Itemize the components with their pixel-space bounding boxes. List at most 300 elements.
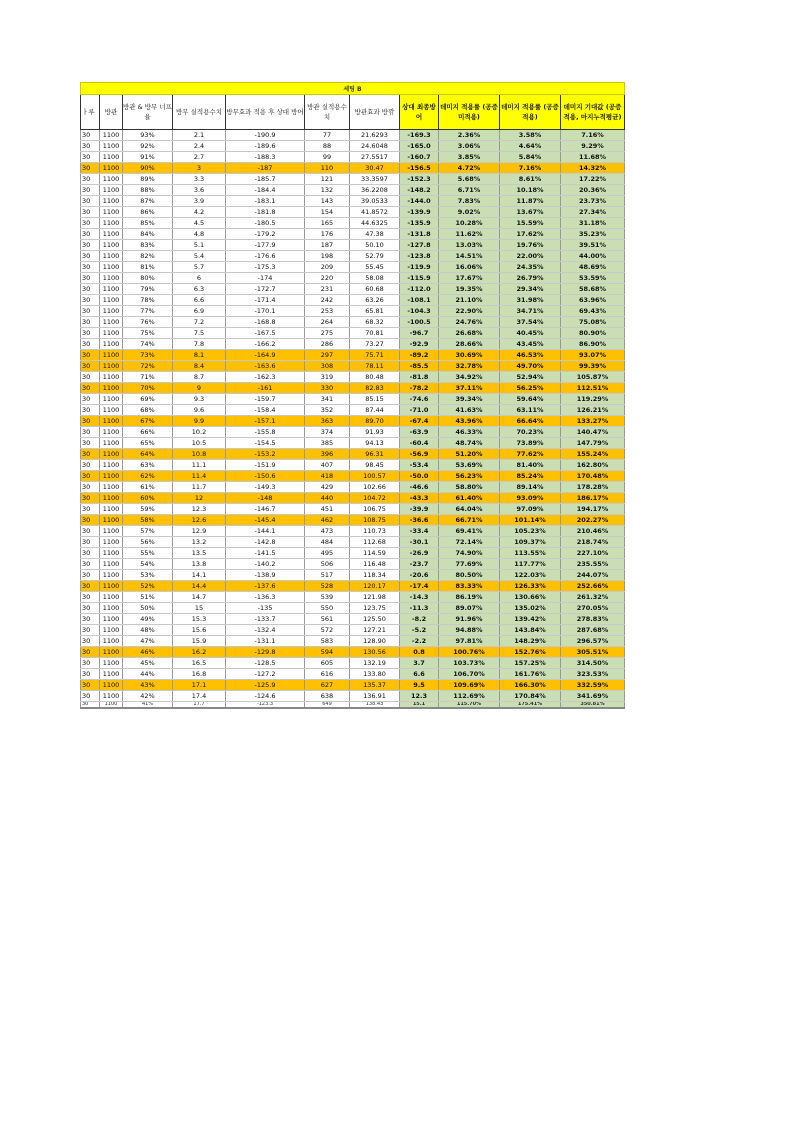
table-cell: 314.50% (561, 658, 625, 669)
table-cell: -129.8 (226, 647, 305, 658)
table-cell: 92% (123, 141, 173, 152)
table-cell: 31.98% (500, 295, 561, 306)
table-cell: 16.2 (173, 647, 226, 658)
table-cell: 24.6048 (350, 141, 400, 152)
table-cell: -166.2 (226, 339, 305, 350)
table-cell: -138.9 (226, 570, 305, 581)
table-cell: 30 (81, 229, 100, 240)
table-cell: 112.68 (350, 537, 400, 548)
table-cell: 143.84% (500, 625, 561, 636)
table-cell: 64.04% (439, 504, 500, 515)
table-cell: 89.70 (350, 416, 400, 427)
table-cell: 1100 (100, 702, 123, 709)
table-cell: 75% (123, 328, 173, 339)
table-cell: 30 (81, 614, 100, 625)
table-cell: 135.37 (350, 680, 400, 691)
table-cell: 91% (123, 152, 173, 163)
table-cell: -67.4 (400, 416, 439, 427)
table-cell: 484 (305, 537, 350, 548)
table-cell: 6.71% (439, 185, 500, 196)
table-cell: 30 (81, 317, 100, 328)
table-cell: -127.2 (226, 669, 305, 680)
table-cell: 11.62% (439, 229, 500, 240)
table-cell: -184.4 (226, 185, 305, 196)
table-cell: 48.74% (439, 438, 500, 449)
table-cell: 6.3 (173, 284, 226, 295)
table-cell: 140.47% (561, 427, 625, 438)
table-cell: 69% (123, 394, 173, 405)
table-cell: 121.98 (350, 592, 400, 603)
table-cell: 3 (173, 163, 226, 174)
table-row (81, 295, 625, 306)
table-row (81, 372, 625, 383)
table-cell: 253 (305, 306, 350, 317)
table-row (81, 163, 625, 174)
table-cell: -33.4 (400, 526, 439, 537)
table-cell: 30 (81, 669, 100, 680)
table-cell: 30 (81, 603, 100, 614)
table-cell: 1100 (100, 295, 123, 306)
table-cell: 86.19% (439, 592, 500, 603)
table-cell: 1100 (100, 251, 123, 262)
table-cell: 66.64% (500, 416, 561, 427)
table-cell: -8.2 (400, 614, 439, 625)
table-cell: 12 (173, 493, 226, 504)
table-cell: 21.6293 (350, 130, 400, 141)
header-cell: 방무효과 적용 후 상대 방어 (226, 95, 305, 130)
table-cell: 1100 (100, 284, 123, 295)
table-cell: 78.11 (350, 361, 400, 372)
table-cell: 175.41% (500, 702, 561, 709)
table-cell: 8.1 (173, 350, 226, 361)
table-cell: -127.8 (400, 240, 439, 251)
table-cell: 1100 (100, 317, 123, 328)
table-cell: -124.6 (226, 691, 305, 702)
table-cell: -177.9 (226, 240, 305, 251)
table-cell: -160.7 (400, 152, 439, 163)
table-cell: -108.1 (400, 295, 439, 306)
table-cell: 77% (123, 306, 173, 317)
table-cell: 7.16% (561, 130, 625, 141)
table-cell: 550 (305, 603, 350, 614)
table-cell: 1100 (100, 603, 123, 614)
table-cell: 15.1 (400, 702, 439, 709)
table-cell: 24.35% (500, 262, 561, 273)
table-cell: 220 (305, 273, 350, 284)
table-cell: 118.34 (350, 570, 400, 581)
table-row (81, 647, 625, 658)
table-cell: 100.76% (439, 647, 500, 658)
table-row (81, 317, 625, 328)
table-cell: 330 (305, 383, 350, 394)
table-cell: 44% (123, 669, 173, 680)
table-cell: 99 (305, 152, 350, 163)
header-cell: 방관 (100, 95, 123, 130)
table-cell: 30 (81, 328, 100, 339)
table-cell: 55.45 (350, 262, 400, 273)
table-row (81, 229, 625, 240)
table-row (81, 702, 625, 709)
table-cell: -133.7 (226, 614, 305, 625)
table-row (81, 493, 625, 504)
table-cell: 89.07% (439, 603, 500, 614)
table-cell: 407 (305, 460, 350, 471)
table-cell: 495 (305, 548, 350, 559)
table-cell: -176.6 (226, 251, 305, 262)
table-row (81, 504, 625, 515)
table-cell: 1100 (100, 361, 123, 372)
table-cell: 56.25% (500, 383, 561, 394)
table-cell: 5.7 (173, 262, 226, 273)
table-cell: 157.25% (500, 658, 561, 669)
table-row (81, 427, 625, 438)
table-cell: 187 (305, 240, 350, 251)
table-cell: -187 (226, 163, 305, 174)
table-cell: 30 (81, 537, 100, 548)
table-cell: -43.3 (400, 493, 439, 504)
table-cell: 1100 (100, 262, 123, 273)
table-row (81, 537, 625, 548)
table-cell: 1100 (100, 581, 123, 592)
table-cell: 1100 (100, 636, 123, 647)
table-cell: 30 (81, 350, 100, 361)
table-cell: -131.1 (226, 636, 305, 647)
table-cell: 143 (305, 196, 350, 207)
table-cell: 539 (305, 592, 350, 603)
table-cell: 1100 (100, 658, 123, 669)
table-cell: 77 (305, 130, 350, 141)
table-cell: 30 (81, 196, 100, 207)
table-cell: 76% (123, 317, 173, 328)
table-cell: 91.93 (350, 427, 400, 438)
table-cell: 99.39% (561, 361, 625, 372)
table-cell: 1100 (100, 449, 123, 460)
table-row (81, 383, 625, 394)
table-cell: 13.67% (500, 207, 561, 218)
table-cell: 70.81 (350, 328, 400, 339)
table-cell: 9.9 (173, 416, 226, 427)
table-cell: -74.6 (400, 394, 439, 405)
table-row (81, 669, 625, 680)
table-cell: 63% (123, 460, 173, 471)
table-cell: 1100 (100, 152, 123, 163)
table-cell: -135.9 (400, 218, 439, 229)
table-cell: -158.4 (226, 405, 305, 416)
table-cell: 22.00% (500, 251, 561, 262)
table-cell: 231 (305, 284, 350, 295)
table-row (81, 196, 625, 207)
table-cell: 1100 (100, 130, 123, 141)
table-cell: 14.32% (561, 163, 625, 174)
table-cell: 110.73 (350, 526, 400, 537)
table-cell: 429 (305, 482, 350, 493)
table-cell: 46.53% (500, 350, 561, 361)
table-cell: 15.9 (173, 636, 226, 647)
table-cell: 3.9 (173, 196, 226, 207)
table-cell: 528 (305, 581, 350, 592)
table-cell: -155.8 (226, 427, 305, 438)
table-cell: 109.37% (500, 537, 561, 548)
table-cell: 58% (123, 515, 173, 526)
table-cell: 74% (123, 339, 173, 350)
table-cell: 1100 (100, 405, 123, 416)
table-cell: 27.34% (561, 207, 625, 218)
table-cell: 1100 (100, 328, 123, 339)
table-cell: 30 (81, 482, 100, 493)
table-cell: -140.2 (226, 559, 305, 570)
table-cell: -46.6 (400, 482, 439, 493)
table-cell: 88% (123, 185, 173, 196)
table-cell: 8.4 (173, 361, 226, 372)
table-row (81, 130, 625, 141)
table-row (81, 636, 625, 647)
table-cell: 100.57 (350, 471, 400, 482)
table-cell: 1100 (100, 306, 123, 317)
table-cell: 264 (305, 317, 350, 328)
table-cell: -175.3 (226, 262, 305, 273)
table-cell: 58.08 (350, 273, 400, 284)
table-cell: 136.91 (350, 691, 400, 702)
table-cell: 296.57% (561, 636, 625, 647)
table-cell: 86% (123, 207, 173, 218)
table-cell: 10.18% (500, 185, 561, 196)
table-cell: 1100 (100, 416, 123, 427)
table-cell: 60.68 (350, 284, 400, 295)
table-cell: 1100 (100, 614, 123, 625)
table-cell: 3.85% (439, 152, 500, 163)
table-cell: 17.1 (173, 680, 226, 691)
table-row (81, 691, 625, 702)
table-cell: -163.6 (226, 361, 305, 372)
table-cell: 14.7 (173, 592, 226, 603)
table-row (81, 625, 625, 636)
table-cell: 85.24% (500, 471, 561, 482)
table-cell: 30 (81, 438, 100, 449)
table-cell: 47.38 (350, 229, 400, 240)
table-row (81, 284, 625, 295)
table-cell: 91.96% (439, 614, 500, 625)
table-cell: 5.1 (173, 240, 226, 251)
table-cell: -100.5 (400, 317, 439, 328)
table-cell: -145.4 (226, 515, 305, 526)
table-cell: 418 (305, 471, 350, 482)
table-cell: 2.1 (173, 130, 226, 141)
table-cell: 127.21 (350, 625, 400, 636)
table-cell: 81% (123, 262, 173, 273)
table-cell: 1100 (100, 350, 123, 361)
table-row (81, 438, 625, 449)
table-cell: -141.5 (226, 548, 305, 559)
table-cell: 13.2 (173, 537, 226, 548)
table-cell: 64% (123, 449, 173, 460)
table-cell: 1100 (100, 229, 123, 240)
table-cell: 73.27 (350, 339, 400, 350)
table-cell: 75.71 (350, 350, 400, 361)
table-cell: 30 (81, 361, 100, 372)
table-cell: 341 (305, 394, 350, 405)
table-cell: 53% (123, 570, 173, 581)
damage-table (80, 82, 625, 709)
table-cell: 202.27% (561, 515, 625, 526)
table-cell: 1100 (100, 383, 123, 394)
table-cell: 52.79 (350, 251, 400, 262)
table-cell: 30 (81, 526, 100, 537)
table-cell: 3.58% (500, 130, 561, 141)
table-cell: 12.3 (400, 691, 439, 702)
table-cell: 10.28% (439, 218, 500, 229)
table-cell: 1100 (100, 526, 123, 537)
table-cell: 51.20% (439, 449, 500, 460)
table-cell: 80.90% (561, 328, 625, 339)
table-cell: 13.03% (439, 240, 500, 251)
table-cell: 132.19 (350, 658, 400, 669)
table-cell: -92.9 (400, 339, 439, 350)
header-cell: 상대 최종방어 (400, 95, 439, 130)
table-cell: 5.68% (439, 174, 500, 185)
table-cell: -157.1 (226, 416, 305, 427)
table-cell: 84% (123, 229, 173, 240)
table-cell: 583 (305, 636, 350, 647)
table-cell: 270.05% (561, 603, 625, 614)
table-cell: 93% (123, 130, 173, 141)
table-cell: 63.11% (500, 405, 561, 416)
table-cell: -161 (226, 383, 305, 394)
table-cell: 49% (123, 614, 173, 625)
table-cell: 209 (305, 262, 350, 273)
table-cell: 138.43 (350, 702, 400, 709)
table-cell: 30 (81, 625, 100, 636)
table-cell: 96.31 (350, 449, 400, 460)
table-cell: 15.6 (173, 625, 226, 636)
table-cell: 8.61% (500, 174, 561, 185)
table-cell: 80.50% (439, 570, 500, 581)
table-cell: -137.6 (226, 581, 305, 592)
table-cell: 30 (81, 394, 100, 405)
table-cell: 572 (305, 625, 350, 636)
table-cell: 87% (123, 196, 173, 207)
table-cell: 252.66% (561, 581, 625, 592)
table-row (81, 262, 625, 273)
table-cell: -162.3 (226, 372, 305, 383)
table-cell: -11.3 (400, 603, 439, 614)
table-cell: 30 (81, 141, 100, 152)
table-cell: 93.09% (500, 493, 561, 504)
table-cell: 56.23% (439, 471, 500, 482)
table-cell: 59.64% (500, 394, 561, 405)
table-cell: 17.7 (173, 702, 226, 709)
table-cell: 65% (123, 438, 173, 449)
table-cell: 561 (305, 614, 350, 625)
table-cell: 12.9 (173, 526, 226, 537)
table-cell: 90% (123, 163, 173, 174)
table-cell: 16.06% (439, 262, 500, 273)
spreadsheet (80, 82, 624, 709)
table-cell: 126.33% (500, 581, 561, 592)
table-cell: 308 (305, 361, 350, 372)
table-cell: -5.2 (400, 625, 439, 636)
header-cell: 데미지 적용률 (공증미적용) (439, 95, 500, 130)
table-cell: 30 (81, 460, 100, 471)
table-cell: 30 (81, 295, 100, 306)
table-cell: 116.48 (350, 559, 400, 570)
table-cell: 128.90 (350, 636, 400, 647)
table-cell: 28.66% (439, 339, 500, 350)
table-cell: 30 (81, 416, 100, 427)
table-cell: -151.9 (226, 460, 305, 471)
table-cell: 30 (81, 383, 100, 394)
table-cell: -148 (226, 493, 305, 504)
table-cell: 30 (81, 185, 100, 196)
header-cell: 데미지 적용률 (공증적용) (500, 95, 561, 130)
table-cell: 627 (305, 680, 350, 691)
table-cell: 17.62% (500, 229, 561, 240)
table-cell: 50.10 (350, 240, 400, 251)
table-cell: 30 (81, 647, 100, 658)
table-cell: 517 (305, 570, 350, 581)
table-cell: 4.5 (173, 218, 226, 229)
table-row (81, 482, 625, 493)
table-cell: 638 (305, 691, 350, 702)
table-cell: 1100 (100, 537, 123, 548)
table-cell: 121 (305, 174, 350, 185)
table-cell: 30 (81, 163, 100, 174)
table-cell: 15.3 (173, 614, 226, 625)
table-cell: 154 (305, 207, 350, 218)
table-cell: 93.07% (561, 350, 625, 361)
table-cell: 178.28% (561, 482, 625, 493)
table-cell: -136.3 (226, 592, 305, 603)
table-cell: 9.3 (173, 394, 226, 405)
table-cell: 4.72% (439, 163, 500, 174)
table-cell: 30 (81, 581, 100, 592)
table-cell: 36.2208 (350, 185, 400, 196)
table-cell: 132 (305, 185, 350, 196)
table-cell: 11.4 (173, 471, 226, 482)
table-cell: 117.77% (500, 559, 561, 570)
header-cell: 방관 실적용수치 (305, 95, 350, 130)
table-cell: 148.29% (500, 636, 561, 647)
table-cell: 7.2 (173, 317, 226, 328)
table-cell: 66.71% (439, 515, 500, 526)
table-cell: 30 (81, 273, 100, 284)
table-row (81, 185, 625, 196)
table-cell: 161.76% (500, 669, 561, 680)
table-cell: 17.67% (439, 273, 500, 284)
table-cell: 6 (173, 273, 226, 284)
table-row (81, 251, 625, 262)
table-cell: 34.92% (439, 372, 500, 383)
table-cell: -142.8 (226, 537, 305, 548)
table-cell: -167.5 (226, 328, 305, 339)
header-cell: ㅏ루 (81, 95, 100, 130)
table-cell: 19.76% (500, 240, 561, 251)
table-cell: 75.08% (561, 317, 625, 328)
table-cell: 39.34% (439, 394, 500, 405)
table-cell: 473 (305, 526, 350, 537)
table-cell: -115.9 (400, 273, 439, 284)
table-cell: 59% (123, 504, 173, 515)
table-cell: 1100 (100, 504, 123, 515)
table-cell: -17.4 (400, 581, 439, 592)
table-cell: 112.51% (561, 383, 625, 394)
table-cell: 147.79% (561, 438, 625, 449)
table-cell: 68% (123, 405, 173, 416)
table-cell: 16.5 (173, 658, 226, 669)
table-cell: 30 (81, 284, 100, 295)
table-cell: 35.23% (561, 229, 625, 240)
table-cell: 133.27% (561, 416, 625, 427)
table-cell: -149.3 (226, 482, 305, 493)
